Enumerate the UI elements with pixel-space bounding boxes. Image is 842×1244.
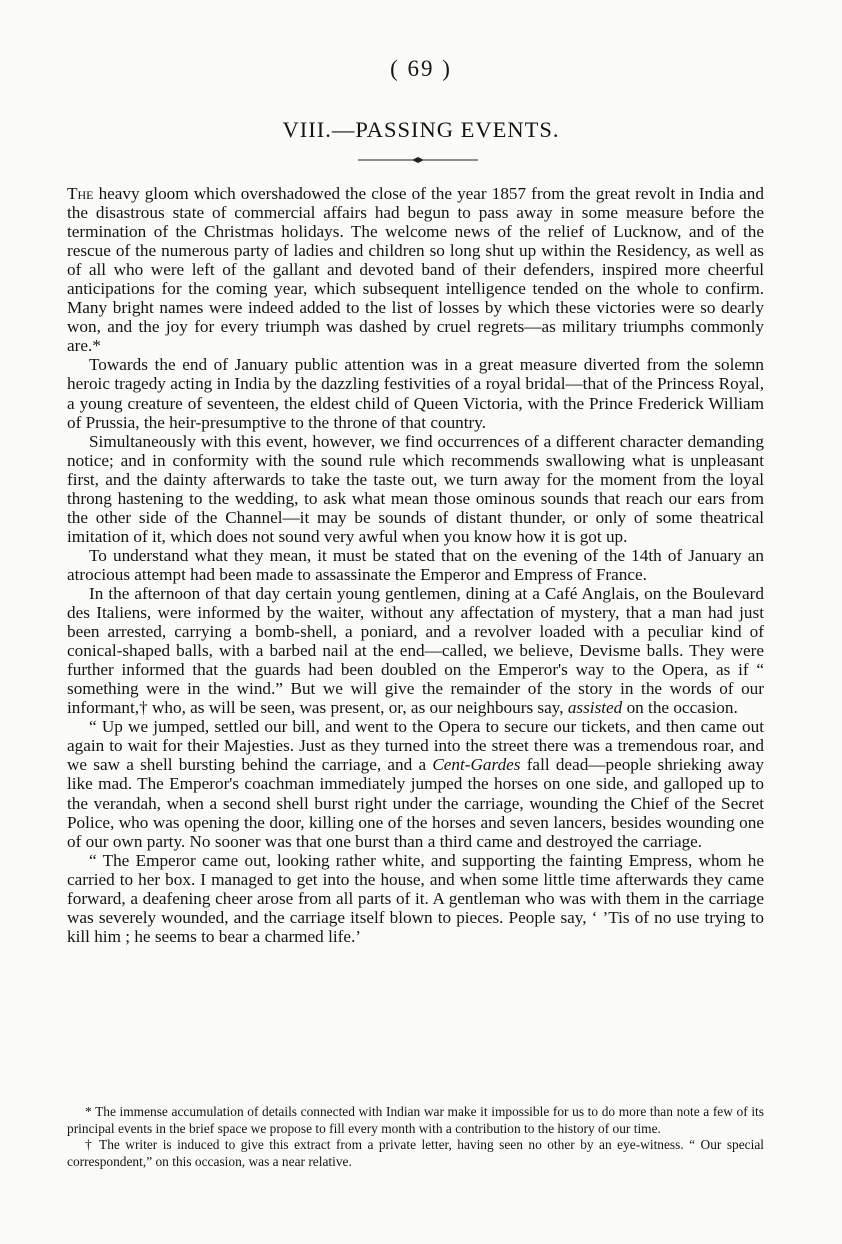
paragraph: The heavy gloom which overshadowed the close of the year 1857 from the great revolt in India and the disastrous state of commercial affairs had begun to pass away in some measure before the termination of the Christmas holidays. The welcome news of the relief of Lucknow, and of the rescue of the numerous party of ladies and children so long shut up within the Residency, as well as of all who were left of the gallant and devoted band of their defenders, inspired more cheerful anticipations for the coming year, which subsequent intelligence tended on the whole to confirm. Many bright names were indeed added to the list of losses by which these victories were so dearly won, and the joy for every triumph was dashed by cruel regrets—as military triumphs commonly are.*	[67, 184, 764, 356]
footnotes	[67, 1104, 764, 1170]
paragraph: In the afternoon of that day certain young gentlemen, dining at a Café Anglais, on the Boulevard des Italiens, were informed by the waiter, without any affectation of mystery, that a man had just been arrested, carrying a bomb-shell, a poniard, and a revolver loaded with a peculiar kind of conical-shaped balls, with a barbed nail at the end—called, we believe, Devisme balls. They were further informed that the guards had been doubled on the Emperor's way to the Opera, as if “ something were in the wind.” But we will give the remainder of the story in the words of our informant,† who, as will be seen, was present, or, as our neighbours say, assisted on the occasion.	[67, 583, 764, 718]
quoted-paragraph: “ The Emperor came out, looking rather white, and supporting the fainting Empress, whom he carried to her box. I managed to get into the house, and when some little time afterwards they came forward, a deafening cheer arose from all parts of it. A gentleman who was with them in the carriage was severely wounded, and the carriage itself blown to pieces. People say, ‘ ’Tis of no use trying to kill him ; he seems to bear a charmed life.’	[67, 850, 764, 946]
paragraph: Simultaneously with this event, however, we find occurrences of a different character demanding notice; and in conformity with the sound rule which recommends swallowing what is unpleasant first, and the dainty afterwards to take the taste out, we turn away for the moment from the loyal throng hastening to the wedding, to ask what mean those ominous sounds that reach our ears from the other side of the Channel—it may be sounds of distant thunder, or only of some theatrical imitation of it, which does not sound very awful when you know how it is got up.	[67, 431, 764, 546]
ornament-divider-icon	[358, 156, 478, 164]
body-text	[67, 184, 764, 946]
page-number: ( 69 )	[390, 56, 452, 81]
quoted-paragraph: “ Up we jumped, settled our bill, and went to the Opera to secure our tickets, and then came out again to wait for their Majesties. Just as they turned into the street there was a tremendous roar, and we saw a shell bursting behind the carriage, and a Cent-Gardes fall dead—people shrieking away like mad. The Emperor's coachman immediately jumped the horses on one side, and galloped up to the verandah, when a second shell burst right under the carriage, wounding the Chief of the Secret Police, who was opening the door, killing one of the horses and seven lancers, besides wounding one of our own party. No sooner was that one burst than a third came and destroyed the carriage.	[67, 717, 764, 851]
chapter-title: VIII.—PASSING EVENTS.	[282, 117, 560, 142]
paragraph: To understand what they mean, it must be stated that on the evening of the 14th of January an atrocious attempt had been made to assassinate the Emperor and Empress of France.	[67, 545, 764, 584]
paragraph-opening-word: The	[67, 184, 94, 203]
footnote: † The writer is induced to give this extract from a private letter, having seen no other by an eye-witness. “ Our special correspondent,” on this occasion, was a near relative.	[67, 1137, 764, 1169]
paragraph: Towards the end of January public attention was in a great measure diverted from the solemn heroic tragedy acting in India by the dazzling festivities of a royal bridal—that of the Princess Royal, a young creature of seventeen, the eldest child of Queen Victoria, with the Prince Frederick William of Prussia, the heir-presumptive to the throne of that country.	[67, 355, 764, 432]
footnote: * The immense accumulation of details connected with Indian war make it impossible for us to do more than note a few of its principal events in the brief space we propose to fill every month with a contribution to the history of our time.	[67, 1104, 764, 1136]
